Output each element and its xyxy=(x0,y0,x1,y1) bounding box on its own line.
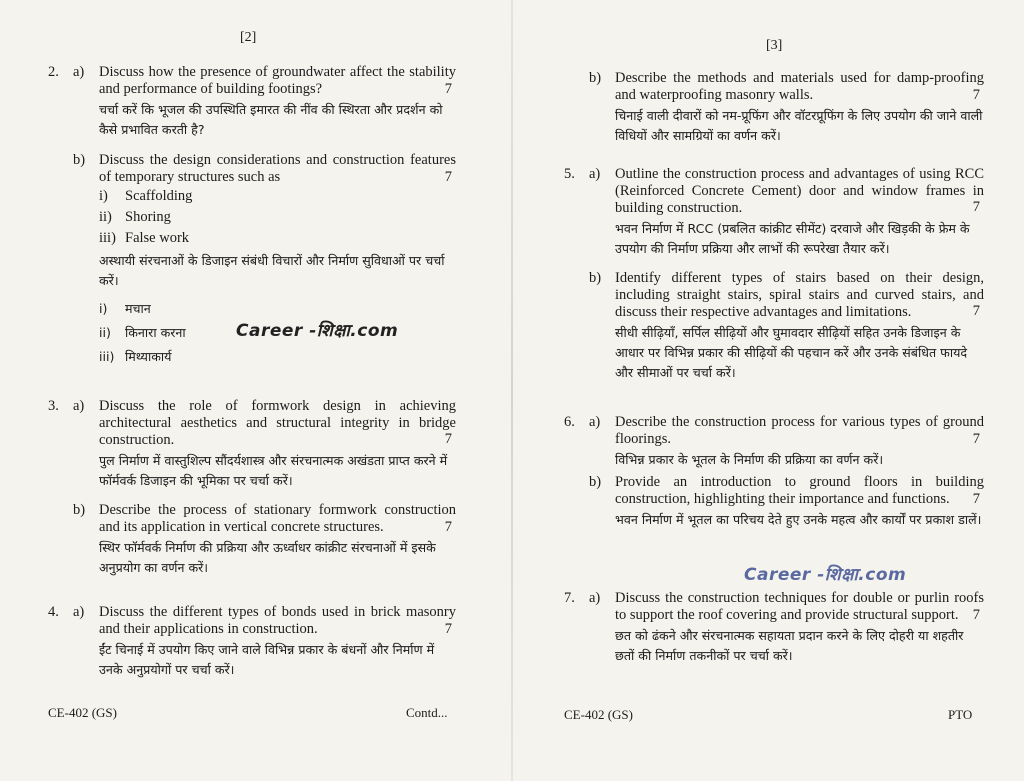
question-text-en: Discuss the design considerations and construction features of temporary structures such as xyxy=(99,152,456,185)
page-number: [3] xyxy=(766,38,783,53)
question-number: 3. xyxy=(48,398,59,414)
question-7a xyxy=(564,590,984,666)
question-number: 2. xyxy=(48,64,59,80)
question-text-hi: ईंट चिनाई में उपयोग किए जाने वाले विभिन्न प्रकार के बंधनों और निर्माण में उनके अनुप्रयोगों पर चर्चा करें। xyxy=(99,642,435,678)
question-text-hi: सीधी सीढ़ियाँ, सर्पिल सीढ़ियों और घुमावदार सीढ़ियों सहित उनके डिजाइन के आधार पर विभिन्न प्रकार की सीढ़ियों की पहचान करें और उनके संबंधित फायदे और सीमाओं पर चर्चा करें। xyxy=(615,325,968,381)
list-item: iii) False work xyxy=(99,229,190,246)
question-letter: a) xyxy=(73,398,85,414)
question-number: 7. xyxy=(564,590,575,606)
question-6a xyxy=(564,414,984,470)
right-page xyxy=(512,0,1024,781)
question-text-hi: स्थिर फॉर्मवर्क निर्माण की प्रक्रिया और ऊर्ध्वाधर कांक्रीट संरचनाओं में इसके अनुप्रयोग का वर्णन करें। xyxy=(99,540,436,576)
question-letter: b) xyxy=(589,70,602,86)
question-text-en: Provide an introduction to ground floors in building construction, highlighting their importance and functions. xyxy=(615,474,984,507)
question-letter: a) xyxy=(73,604,85,620)
footer-code: CE-402 (GS) xyxy=(48,705,117,720)
list-item: ii) Shoring xyxy=(99,209,171,226)
question-text-hi: चिनाई वाली दीवारों को नम-प्रूफिंग और वॉटरप्रूफिंग के लिए उपयोग की जाने वाली विधियों और सामग्रियों का वर्णन करें। xyxy=(615,108,983,144)
question-number: 4. xyxy=(48,604,59,620)
footer-code: CE-402 (GS) xyxy=(564,707,633,722)
question-letter: b) xyxy=(73,152,86,168)
question-marks: 7 xyxy=(444,80,452,97)
question-marks: 7 xyxy=(972,430,980,447)
question-marks: 7 xyxy=(444,431,452,448)
question-number: 6. xyxy=(564,414,575,430)
question-text-hi: चर्चा करें कि भूजल की उपस्थिति इमारत की नींव की स्थिरता और प्रदर्शन को कैसे प्रभावित करती है? xyxy=(99,102,443,138)
question-marks: 7 xyxy=(972,606,980,623)
question-text-en: Describe the construction process for various types of ground floorings. xyxy=(615,414,984,447)
question-letter: b) xyxy=(73,502,86,518)
list-item: ii) किनारा करना xyxy=(99,324,186,340)
list-item: iii) मिथ्याकार्य xyxy=(99,348,172,364)
list-item: i) Scaffolding xyxy=(99,188,193,205)
watermark: Career -शिक्षा.com xyxy=(744,565,907,585)
list-item: i) मचान xyxy=(99,300,151,316)
question-text-hi: अस्थायी संरचनाओं के डिजाइन संबंधी विचारों और निर्माण सुविधाओं पर चर्चा करें। xyxy=(99,252,445,288)
question-text-hi: भवन निर्माण में RCC (प्रबलित कांक्रीट सीमेंट) दरवाजे और खिड़की के फ्रेम के उपयोग की निर्माण प्रक्रिया और लाभों की रूपरेखा तैयार करें। xyxy=(615,221,970,257)
question-letter: b) xyxy=(589,474,602,490)
question-text-en: Identify different types of stairs based on their design, including straight stairs, spiral stairs and curved stairs, and discuss their respective advantages and limitations. xyxy=(615,270,984,320)
question-marks: 7 xyxy=(972,86,980,103)
question-text-en: Discuss the different types of bonds used in brick masonry and their applications in construction. xyxy=(99,604,456,637)
question-letter: a) xyxy=(589,590,601,606)
question-marks: 7 xyxy=(444,168,452,185)
question-4a xyxy=(48,604,456,680)
question-marks: 7 xyxy=(444,620,452,637)
question-5b xyxy=(564,270,984,383)
watermark: Career -शिक्षा.com xyxy=(236,321,399,341)
question-letter: a) xyxy=(589,166,601,182)
page-number: [2] xyxy=(240,30,257,45)
question-text-hi: विभिन्न प्रकार के भूतल के निर्माण की प्रक्रिया का वर्णन करें। xyxy=(615,452,884,468)
question-text-hi: छत को ढंकने और संरचनात्मक सहायता प्रदान करने के लिए दोहरी या शहतीर छतों की निर्माण तकनीकों पर चर्चा करें। xyxy=(615,628,964,664)
question-letter: a) xyxy=(73,64,85,80)
question-2a xyxy=(48,64,456,140)
question-marks: 7 xyxy=(972,303,980,320)
question-text-en: Describe the methods and materials used for damp-proofing and waterproofing masonry walls. xyxy=(615,70,984,103)
question-text-en: Discuss the construction techniques for double or purlin roofs to support the roof covering and provide structural support. xyxy=(615,590,984,623)
question-6b xyxy=(564,474,984,530)
question-text-en: Outline the construction process and advantages of using RCC (Reinforced Concrete Cement) door and window frames in building construction. xyxy=(615,166,984,216)
question-marks: 7 xyxy=(972,490,980,507)
question-5a xyxy=(564,166,984,259)
footer-contd: Contd... xyxy=(406,705,448,720)
question-3a xyxy=(48,398,456,491)
question-letter: a) xyxy=(589,414,601,430)
question-text-hi: भवन निर्माण में भूतल का परिचय देते हुए उनके महत्व और कार्यों पर प्रकाश डालें। xyxy=(615,512,982,528)
question-text-en: Describe the process of stationary formwork construction and its application in vertical concrete structures. xyxy=(99,502,456,535)
question-text-hi: पुल निर्माण में वास्तुशिल्प सौंदर्यशास्त्र और संरचनात्मक अखंडता प्राप्त करने में फॉर्मवर्क डिजाइन की भूमिका पर चर्चा करें। xyxy=(99,453,448,489)
question-4b xyxy=(564,70,984,146)
question-3b xyxy=(48,502,456,578)
question-marks: 7 xyxy=(972,199,980,216)
footer-pto: PTO xyxy=(948,707,973,722)
question-number: 5. xyxy=(564,166,575,182)
question-letter: b) xyxy=(589,270,602,286)
question-marks: 7 xyxy=(444,518,452,535)
question-text-en: Discuss how the presence of groundwater affect the stability and performance of building footings? xyxy=(99,64,456,97)
question-text-en: Discuss the role of formwork design in achieving architectural aesthetics and structural integrity in bridge construction. xyxy=(99,398,456,448)
